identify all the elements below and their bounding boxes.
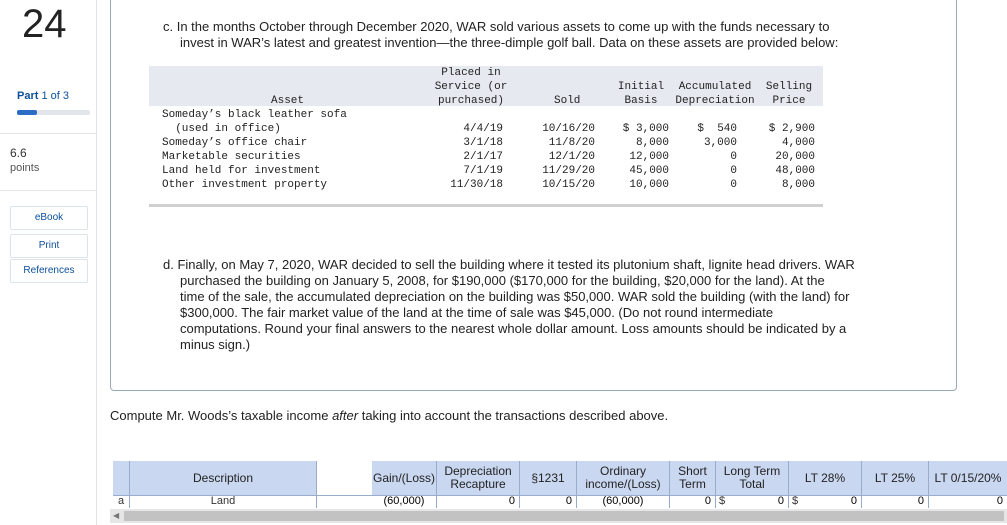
grid-header-depreciation-recapture: Depreciation Recapture bbox=[437, 461, 520, 495]
selling-price: 48,000 bbox=[775, 165, 815, 177]
spacer-cell bbox=[317, 495, 372, 508]
placed-date: 4/4/19 bbox=[463, 123, 503, 135]
initial-basis: 8,000 bbox=[635, 137, 669, 149]
points-value: 6.6 bbox=[10, 146, 27, 160]
sold-date: 10/15/20 bbox=[542, 179, 595, 191]
print-button[interactable]: Print bbox=[10, 234, 88, 258]
lt28-cell[interactable] bbox=[789, 495, 862, 508]
scroll-left-icon[interactable]: ◀ bbox=[113, 511, 120, 520]
grid-header-index bbox=[113, 461, 130, 495]
grid-header-gain-loss: Gain/(Loss) bbox=[372, 461, 437, 495]
compute-instruction: Compute Mr. Woods’s taxable income after taking into account the transactions described above. bbox=[110, 408, 669, 423]
asset-name: Other investment property bbox=[162, 179, 328, 191]
asset-data-table bbox=[149, 66, 823, 207]
lt28-input[interactable] bbox=[789, 495, 861, 508]
grid-header-long-term-total: Long Term Total bbox=[716, 461, 789, 495]
header-asset: Asset bbox=[271, 95, 305, 107]
description-cell[interactable]: Land bbox=[130, 495, 317, 508]
lt25-input[interactable] bbox=[862, 495, 928, 508]
selling-price: 20,000 bbox=[775, 151, 815, 163]
sidebar-divider bbox=[0, 133, 96, 134]
ordinary-income-input[interactable] bbox=[577, 495, 669, 508]
asset-name: Someday’s office chair bbox=[162, 137, 308, 149]
accumulated-depreciation: $ 540 bbox=[697, 123, 737, 135]
placed-date: 3/1/18 bbox=[463, 137, 503, 149]
horizontal-scrollbar[interactable] bbox=[110, 509, 1007, 523]
part-d-line: $300,000. The fair market value of the land at the time of sale was $45,000. (Do not round intermediate bbox=[180, 305, 774, 320]
depreciation-recapture-cell[interactable] bbox=[437, 495, 520, 508]
question-number: 24 bbox=[22, 2, 67, 46]
short-term-input[interactable] bbox=[670, 495, 715, 508]
grid-header-ordinary-income: Ordinary income/(Loss) bbox=[577, 461, 670, 495]
question-sidebar bbox=[0, 0, 97, 525]
placed-date: 2/1/17 bbox=[463, 151, 503, 163]
grid-header-lt0-15-20: LT 0/15/20% bbox=[929, 461, 1007, 495]
s1231-cell[interactable] bbox=[520, 495, 577, 508]
selling-price: 4,000 bbox=[781, 137, 815, 149]
lt25-cell[interactable] bbox=[862, 495, 929, 508]
grid-header-1231: §1231 bbox=[520, 461, 577, 495]
header-basis: Initial Basis bbox=[617, 81, 665, 107]
sidebar-divider bbox=[0, 190, 96, 191]
accumulated-depreciation: 0 bbox=[730, 151, 737, 163]
asset-name: Marketable securities bbox=[162, 151, 301, 163]
scrollbar-thumb[interactable] bbox=[124, 511, 1004, 521]
ordinary-income-cell[interactable] bbox=[577, 495, 670, 508]
grid-header-description: Description bbox=[130, 461, 317, 495]
part-d-line: minus sign.) bbox=[180, 337, 251, 352]
part-c-line: c. In the months October through December 2020, WAR sold various assets to come up with the funds necessary to bbox=[163, 19, 830, 34]
answer-grid bbox=[113, 461, 1007, 508]
long-term-total-cell[interactable] bbox=[716, 495, 789, 508]
grid-header-lt28: LT 28% bbox=[789, 461, 862, 495]
sold-date: 11/29/20 bbox=[542, 165, 595, 177]
part-d-text bbox=[163, 257, 855, 353]
accumulated-depreciation: 0 bbox=[730, 179, 737, 191]
asset-name: (used in office) bbox=[162, 123, 281, 135]
part-indicator bbox=[17, 90, 69, 102]
references-button[interactable]: References bbox=[10, 259, 88, 283]
grid-header-lt25: LT 25% bbox=[862, 461, 929, 495]
part-progress-bar bbox=[17, 110, 90, 115]
points-label: points bbox=[10, 162, 40, 174]
row-letter: a bbox=[113, 495, 130, 508]
part-progress-fill bbox=[17, 110, 37, 115]
part-d-line: computations. Round your final answers to the nearest whole dollar amount. Loss amounts should be indicated by a bbox=[180, 321, 847, 336]
long-term-total-input[interactable] bbox=[716, 495, 788, 508]
initial-basis: 45,000 bbox=[629, 165, 669, 177]
currency-prefix: $ bbox=[719, 495, 726, 507]
placed-date: 11/30/18 bbox=[450, 179, 503, 191]
selling-price: 8,000 bbox=[781, 179, 815, 191]
sold-date: 12/1/20 bbox=[548, 151, 595, 163]
gain-loss-input[interactable] bbox=[372, 495, 436, 508]
header-selling-price: Selling Price bbox=[765, 81, 813, 107]
points-display bbox=[10, 146, 39, 174]
accumulated-depreciation: 0 bbox=[730, 165, 737, 177]
part-d-line: purchased the building on January 5, 2008, for $190,000 ($170,000 for the building, $20,000 for the land). At the bbox=[180, 273, 825, 288]
part-c-text bbox=[163, 19, 838, 51]
short-term-cell[interactable] bbox=[670, 495, 716, 508]
initial-basis: $ 3,000 bbox=[622, 123, 669, 135]
part-label: Part bbox=[17, 90, 39, 102]
grid-header-spacer bbox=[317, 461, 372, 495]
header-depreciation: Accumulated Depreciation bbox=[675, 81, 755, 107]
selling-price: $ 2,900 bbox=[768, 123, 815, 135]
currency-prefix: $ bbox=[792, 495, 799, 507]
initial-basis: 10,000 bbox=[629, 179, 669, 191]
sold-date: 10/16/20 bbox=[542, 123, 595, 135]
part-of-label: 1 of 3 bbox=[41, 90, 69, 102]
lt0-15-20-cell[interactable] bbox=[929, 495, 1007, 508]
sold-date: 11/8/20 bbox=[548, 137, 595, 149]
header-placed: Placed in Service (or purchased) bbox=[434, 67, 508, 107]
asset-name: Land held for investment bbox=[162, 165, 321, 177]
grid-header-short-term: Short Term bbox=[670, 461, 716, 495]
gain-loss-cell[interactable] bbox=[372, 495, 437, 508]
accumulated-depreciation: 3,000 bbox=[703, 137, 737, 149]
placed-date: 7/1/19 bbox=[463, 165, 503, 177]
part-d-line: time of the sale, the accumulated depreciation on the building was $50,000. WAR sold the building (with the land) for bbox=[180, 289, 850, 304]
asset-name: Someday’s black leather sofa bbox=[162, 109, 347, 121]
header-sold: Sold bbox=[554, 95, 581, 107]
part-c-line: invest in WAR’s latest and greatest invention—the three-dimple golf ball. Data on these assets are provided below: bbox=[180, 35, 839, 50]
part-d-line: d. Finally, on May 7, 2020, WAR decided to sell the building where it tested its plutonium shaft, lignite head drivers. WAR bbox=[163, 257, 855, 272]
initial-basis: 12,000 bbox=[629, 151, 669, 163]
depreciation-recapture-input[interactable] bbox=[437, 495, 519, 508]
lt0-15-20-input[interactable] bbox=[929, 495, 1007, 508]
s1231-input[interactable] bbox=[520, 495, 576, 508]
ebook-button[interactable]: eBook bbox=[10, 206, 88, 230]
